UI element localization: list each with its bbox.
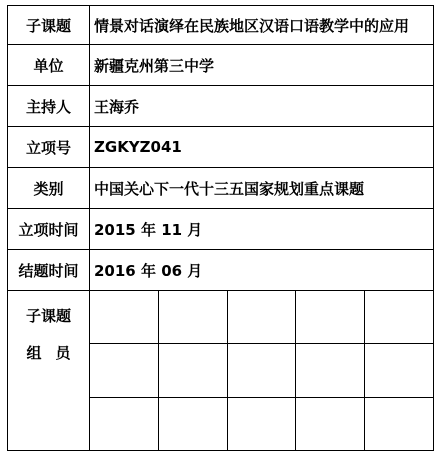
member-cell — [364, 397, 433, 450]
label-members — [8, 291, 90, 451]
row-category — [8, 168, 434, 209]
member-cell — [159, 397, 228, 450]
label-subproject: 子课题 — [8, 6, 90, 45]
member-cell — [296, 291, 365, 344]
member-cell — [296, 344, 365, 397]
member-cell — [90, 344, 159, 397]
value-subproject: 情景对话演绎在民族地区汉语口语教学中的应用 — [90, 6, 434, 45]
members-grid-row — [90, 344, 433, 397]
value-end-date: 2016 年 06 月 — [90, 250, 434, 291]
label-unit: 单位 — [8, 45, 90, 86]
member-cell — [90, 397, 159, 450]
member-cell — [227, 291, 296, 344]
member-cell — [296, 397, 365, 450]
value-category: 中国关心下一代十三五国家规划重点课题 — [90, 168, 434, 209]
project-info-table — [7, 5, 434, 451]
members-grid-container — [90, 291, 434, 451]
member-cell — [159, 344, 228, 397]
value-start-date: 2015 年 11 月 — [90, 209, 434, 250]
row-unit — [8, 45, 434, 86]
label-end-date: 结题时间 — [8, 250, 90, 291]
label-start-date: 立项时间 — [8, 209, 90, 250]
member-cell — [227, 344, 296, 397]
member-cell — [90, 291, 159, 344]
label-members-line1: 子课题 — [25, 307, 71, 325]
member-cell — [227, 397, 296, 450]
label-project-number: 立项号 — [8, 127, 90, 168]
row-host — [8, 86, 434, 127]
members-grid-row — [90, 397, 433, 450]
label-members-line2: 组员 — [26, 344, 85, 362]
member-cell — [159, 291, 228, 344]
members-grid — [90, 291, 433, 450]
value-host: 王海乔 — [90, 86, 434, 127]
row-subproject — [8, 6, 434, 45]
members-grid-row — [90, 291, 433, 344]
row-start-date — [8, 209, 434, 250]
label-category: 类别 — [8, 168, 90, 209]
value-unit: 新疆克州第三中学 — [90, 45, 434, 86]
label-host: 主持人 — [8, 86, 90, 127]
row-project-number — [8, 127, 434, 168]
value-project-number: ZGKYZ041 — [90, 127, 434, 168]
row-members — [8, 291, 434, 451]
member-cell — [364, 344, 433, 397]
member-cell — [364, 291, 433, 344]
row-end-date — [8, 250, 434, 291]
